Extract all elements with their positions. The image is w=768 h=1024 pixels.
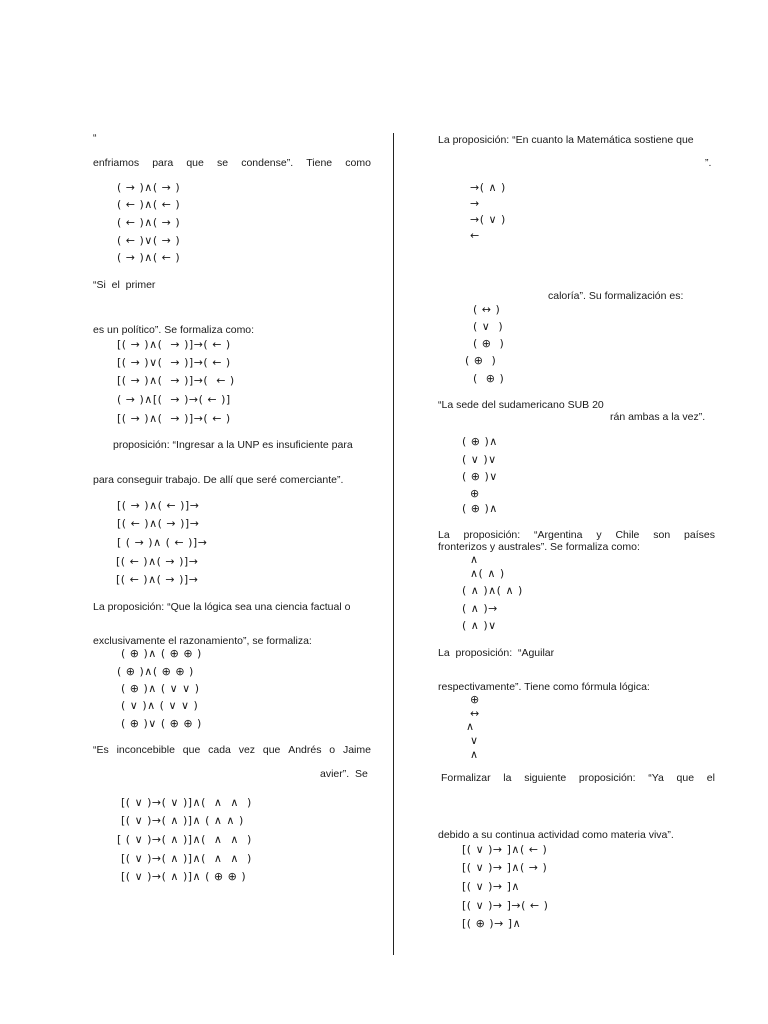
question-text: rán ambas a la vez”.: [610, 411, 706, 423]
option-formula: [( ⊕ )→ ]∧: [462, 917, 522, 930]
option-formula: [ ( ∨ )→( ∧ )]∧( ∧ ∧ ): [117, 833, 252, 846]
word: cada: [208, 744, 231, 756]
word: Chile: [615, 529, 640, 541]
word: que: [262, 744, 281, 756]
option-formula: →: [470, 197, 480, 210]
option-formula: ( ← )∨( → ): [117, 234, 181, 247]
word: países: [684, 529, 715, 541]
option-formula: ( ← )∧( ← ): [117, 198, 181, 211]
question-text: avier”. Se: [320, 768, 368, 780]
open-quote: “: [93, 132, 97, 144]
option-formula: [( ← )∧( → )]→: [112, 573, 199, 586]
word: que: [676, 772, 695, 784]
option-formula: [( ← )∧( → )]→: [117, 517, 200, 530]
option-formula: ( ⊕ )∧: [462, 435, 502, 448]
word: proposición:: [578, 772, 636, 784]
question-text: caloría”. Su formalización es:: [548, 290, 684, 302]
word: condense”.: [241, 157, 294, 169]
option-formula: ( ∨ ): [461, 320, 504, 333]
option-formula: [( → )∧( → )]→( ← ): [117, 412, 231, 425]
question-text: La proposición: “Que la lógica sea una ciencia factual o: [93, 601, 351, 613]
word: proposición:: [463, 529, 521, 541]
option-formula: ↔: [470, 707, 480, 720]
question-text: “Si el primer: [93, 279, 156, 291]
option-formula: ( ∧ )→: [462, 602, 498, 615]
word: inconcebible: [116, 744, 175, 756]
word: “Es: [93, 744, 109, 756]
option-formula: ∧: [462, 720, 475, 733]
option-formula: ∧: [470, 748, 479, 761]
word: se: [216, 157, 229, 169]
question-text: es un político”. Se formaliza como:: [93, 324, 255, 336]
word: para: [152, 157, 174, 169]
word: enfriamos: [93, 157, 140, 169]
option-formula: ⊕: [470, 487, 480, 500]
option-formula: [( ∨ )→( ∧ )]∧( ∧ ∧ ): [117, 852, 252, 865]
option-formula: ( ⊕ )∨ ( ⊕ ⊕ ): [117, 717, 202, 730]
option-formula: ∨: [470, 734, 479, 747]
option-formula: [( ← )∧( → )]→: [112, 555, 199, 568]
word: que: [186, 157, 204, 169]
question-text: [93, 158, 371, 169]
option-formula: ( ∨ )∨: [462, 453, 501, 466]
word: o: [329, 744, 336, 756]
option-formula: ( ⊕ )∧ ( ⊕ ⊕ ): [117, 647, 202, 660]
option-formula: ( ∧ )∨: [462, 619, 497, 632]
option-formula: [( ∨ )→ ]∧( → ): [462, 861, 548, 874]
word: como: [345, 157, 371, 169]
option-formula: ( ⊕ )∧ ( ∨ ∨ ): [117, 682, 200, 695]
option-formula: ( ⊕ ): [461, 337, 505, 350]
word: Formalizar: [441, 772, 491, 784]
option-formula: ( ← )∧( → ): [117, 216, 181, 229]
word: son: [653, 529, 671, 541]
question-text: [93, 745, 371, 756]
option-formula: ( ∨ )∧ ( ∨ ∨ ): [117, 699, 199, 712]
option-formula: ( ∧ )∧( ∧ ): [462, 584, 523, 597]
question-text: respectivamente”. Tiene como fórmula lógica:: [438, 681, 650, 693]
option-formula: ( → )∧( → ): [117, 181, 181, 194]
option-formula: ( → )∧[( → )→( ← )]: [117, 393, 231, 406]
word: Jaime: [342, 744, 371, 756]
word: el: [706, 772, 715, 784]
column-divider: [393, 133, 394, 955]
word: que: [182, 744, 201, 756]
question-text: [438, 530, 715, 541]
question-text: “La sede del sudamericano SUB 20: [438, 399, 604, 411]
word: La: [438, 529, 450, 541]
question-text: proposición: “Ingresar a la UNP es insuficiente para: [113, 439, 353, 451]
option-formula: [( → )∨( → )]→( ← ): [117, 356, 231, 369]
option-formula: [( ∨ )→ ]∧: [462, 880, 520, 893]
option-formula: [( ∨ )→ ]∧( ← ): [462, 843, 548, 856]
option-formula: [( → )∧( → )]→( ← ): [117, 338, 231, 351]
question-text: [441, 773, 715, 784]
option-formula: ∧: [470, 553, 479, 566]
option-formula: ( ⊕ )∧( ⊕ ⊕ ): [117, 665, 194, 678]
option-formula: ( ↔ ): [461, 303, 501, 316]
word: vez: [238, 744, 256, 756]
question-text: La proposición: “Aguilar: [438, 647, 555, 659]
word: “Argentina: [534, 529, 583, 541]
option-formula: ( ⊕ ): [461, 372, 505, 385]
question-text: para conseguir trabajo. De allí que seré comerciante”.: [93, 474, 344, 486]
option-formula: ∧( ∧ ): [470, 567, 505, 580]
option-formula: [( → )∧( → )]→( ← ): [117, 374, 235, 387]
question-text: debido a su continua actividad como materia viva”.: [438, 829, 674, 841]
option-formula: ( ⊕ )∧: [462, 502, 498, 515]
word: y: [596, 529, 602, 541]
option-formula: ( ⊕ ): [461, 354, 497, 367]
option-formula: ( ⊕ )∨: [462, 470, 498, 483]
option-formula: ( → )∧( ← ): [117, 251, 181, 264]
option-formula: [( → )∧( ← )]→: [117, 499, 200, 512]
question-text: exclusivamente el razonamiento”, se formaliza:: [93, 635, 312, 647]
word: la: [503, 772, 512, 784]
word: siguiente: [524, 772, 567, 784]
word: Andrés: [288, 744, 322, 756]
question-text: fronterizos y australes”. Se formaliza como:: [438, 541, 640, 553]
option-formula: ⊕: [470, 693, 480, 706]
word: Tiene: [306, 157, 333, 169]
option-formula: [( ∨ )→( ∨ )]∧( ∧ ∧ ): [117, 796, 252, 809]
word: “Ya: [648, 772, 664, 784]
question-text: La proposición: “En cuanto la Matemática sostiene que: [438, 134, 694, 146]
option-formula: [( ∨ )→ ]→( ← ): [462, 899, 549, 912]
option-formula: [( ∨ )→( ∧ )]∧ ( ∧ ∧ ): [117, 814, 244, 827]
question-text: ”.: [705, 157, 712, 169]
option-formula: [ ( → )∧ ( ← )]→: [117, 536, 208, 549]
option-formula: ←: [470, 229, 480, 242]
option-formula: →( ∨ ): [470, 213, 506, 226]
option-formula: →( ∧ ): [470, 181, 506, 194]
option-formula: [( ∨ )→( ∧ )]∧ ( ⊕ ⊕ ): [117, 870, 247, 883]
